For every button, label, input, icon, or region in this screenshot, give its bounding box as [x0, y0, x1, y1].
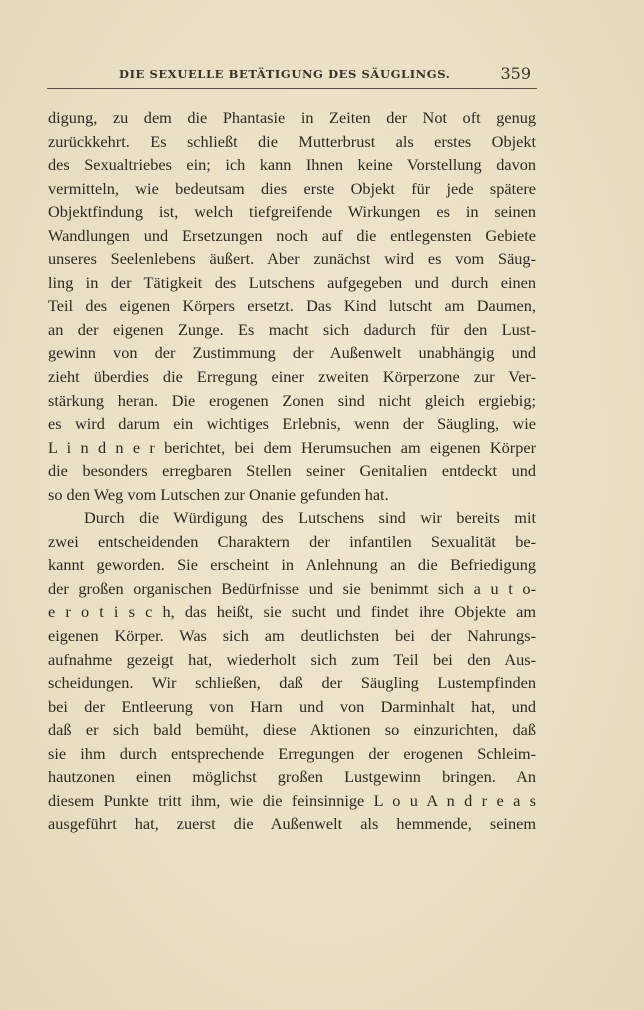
text-line: digung, zu dem die Phantasie in Zeiten der Not oft genug: [48, 108, 536, 127]
text-line: Wandlungen und Ersetzungen noch auf die entlegensten Gebiete: [48, 225, 536, 245]
text-line: der großen organischen Bedürfnisse und sie benimmt sich a u t o-: [48, 578, 536, 598]
text-line: zwei entscheidenden Charaktern der infantilen Sexualität be-: [48, 531, 536, 551]
text-line: des Sexualtriebes ein; ich kann Ihnen keine Vorstellung davon: [48, 155, 536, 175]
text-line: ling in der Tätigkeit des Lutschens aufgegeben und durch einen: [48, 272, 536, 292]
text-line: aufnahme gezeigt hat, wiederholt sich zum Teil bei den Aus-: [48, 649, 536, 669]
text-line: sie ihm durch entsprechende Erregungen der erogenen Schleim-: [48, 743, 536, 763]
text-line: Objektfindung ist, welch tiefgreifende Wirkungen es in seinen: [48, 202, 536, 222]
text-line: daß er sich bald bemüht, diese Aktionen so einzurichten, daß: [48, 720, 536, 740]
running-head-title: DIE SEXUELLE BETÄTIGUNG DES SÄUGLINGS.: [119, 67, 451, 81]
text-line: vermitteln, wie bedeutsam dies erste Objekt für jede spätere: [48, 178, 536, 198]
text-line: bei der Entleerung von Harn und von Darminhalt hat, und: [48, 696, 536, 716]
running-head: [47, 66, 537, 86]
text-line: gewinn von der Zustimmung der Außenwelt unabhängig und: [48, 343, 536, 363]
body-text: [48, 106, 536, 836]
text-line: stärkung heran. Die erogenen Zonen sind nicht gleich ergiebig;: [48, 390, 536, 410]
text-line: zurückkehrt. Es schließt die Mutterbrust als erstes Objekt: [48, 131, 536, 151]
text-line: eigenen Körper. Was sich am deutlichsten bei der Nahrungs-: [48, 626, 536, 646]
text-line: zieht überdies die Erregung einer zweiten Körperzone zur Ver-: [48, 367, 536, 387]
text-line: an der eigenen Zunge. Es macht sich dadurch für den Lust-: [48, 319, 536, 339]
text-line: kannt geworden. Sie erscheint in Anlehnung an die Befriedigung: [48, 555, 536, 575]
paragraph-first-line: Durch die Würdigung des Lutschens sind wir bereits mit: [84, 508, 536, 528]
header-rule: [47, 88, 537, 89]
text-line: e r o t i s c h, das heißt, sie sucht und findet ihre Objekte am: [48, 602, 536, 622]
text-line: unseres Seelenlebens äußert. Aber zunächst wird es vom Säug-: [48, 249, 536, 269]
text-line: scheidungen. Wir schließen, daß der Säugling Lustempfinden: [48, 673, 536, 693]
text-line: L i n d n e r berichtet, bei dem Herumsuchen am eigenen Körper: [48, 437, 536, 457]
text-line: diesem Punkte tritt ihm, wie die feinsinnige L o u A n d r e a s: [48, 790, 536, 810]
text-line: Teil des eigenen Körpers ersetzt. Das Kind lutscht am Daumen,: [48, 296, 536, 316]
paragraph-end-line: so den Weg vom Lutschen zur Onanie gefunden hat.: [48, 484, 389, 504]
text-line: die besonders erregbaren Stellen seiner Genitalien entdeckt und: [48, 461, 536, 481]
page-number: 359: [500, 64, 531, 83]
text-line: hautzonen einen möglichst großen Lustgewinn bringen. An: [48, 767, 536, 787]
text-line: es wird darum ein wichtiges Erlebnis, wenn der Säugling, wie: [48, 414, 536, 434]
text-line: ausgeführt hat, zuerst die Außenwelt als hemmende, seinem: [48, 814, 536, 834]
